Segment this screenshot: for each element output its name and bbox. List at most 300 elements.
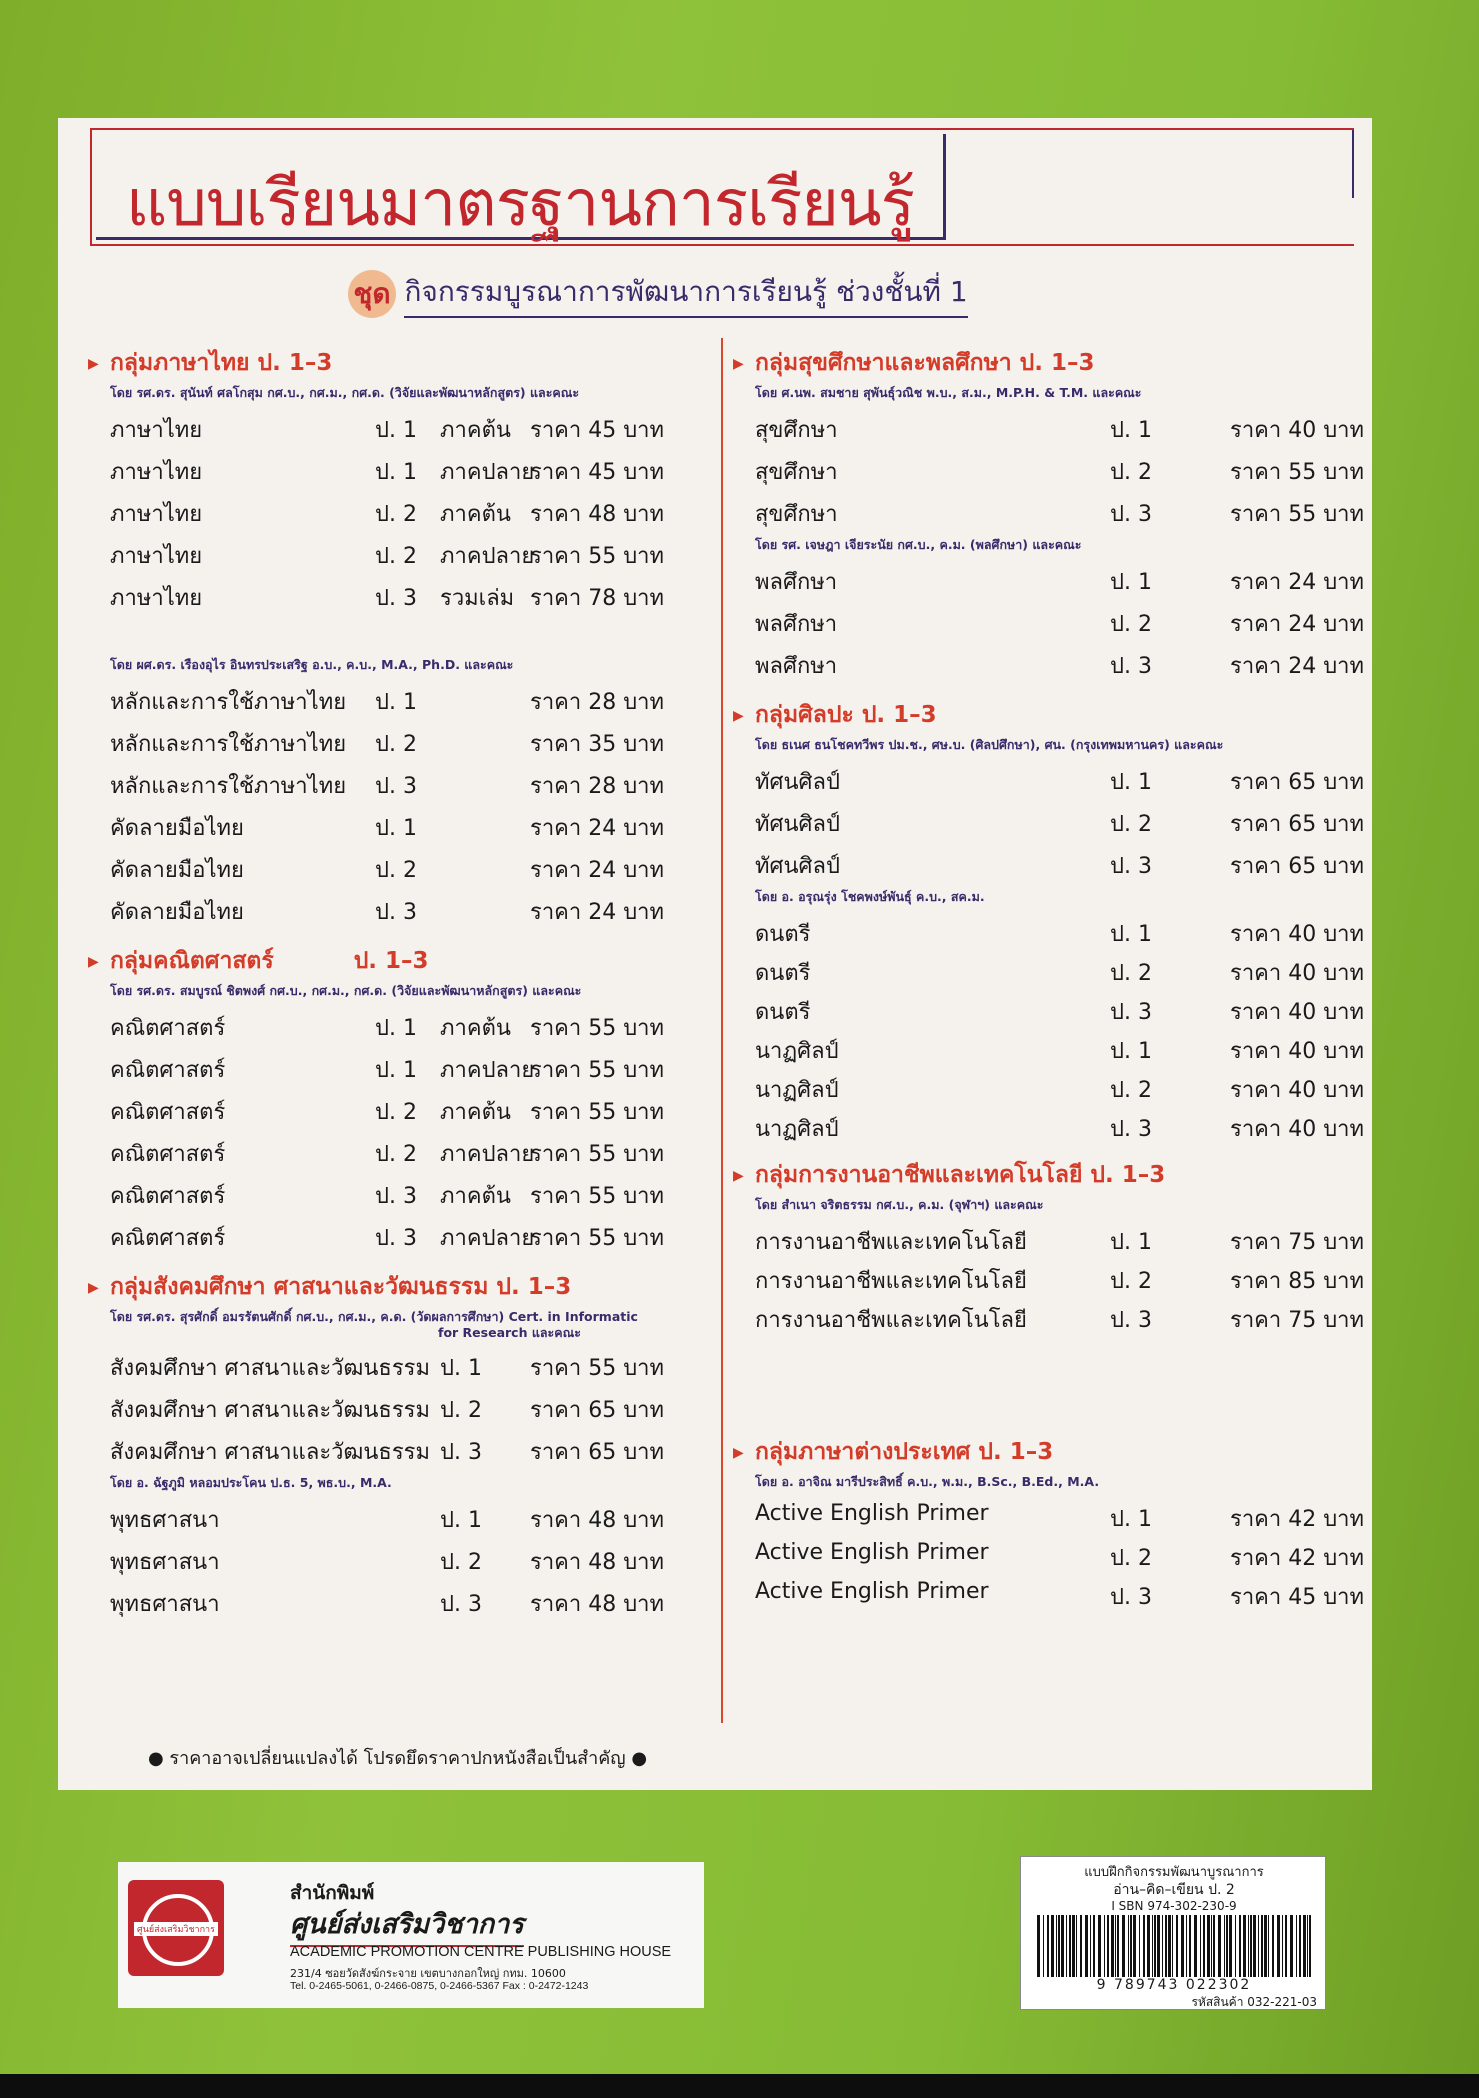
- book-price: ราคา 42 บาท: [1230, 1546, 1365, 1571]
- book-grade: ป. 3: [375, 1226, 417, 1251]
- book-price: ราคา 48 บาท: [530, 1508, 665, 1533]
- book-row: [88, 490, 708, 532]
- book-name: ดนตรี: [755, 961, 811, 986]
- book-list-thai-1: [88, 406, 708, 616]
- book-grade: ป. 2: [375, 1100, 417, 1125]
- group-heading-text: กลุ่มคณิตศาสตร์: [110, 948, 274, 974]
- barcode-bar: [1211, 1915, 1212, 1977]
- book-row: [88, 1046, 708, 1088]
- book-grade: ป. 2: [1110, 1269, 1152, 1294]
- author-line: โดย ผศ.ดร. เรืองอุไร อินทรประเสริฐ อ.บ., ค.บ., M.A., Ph.D. และคณะ: [110, 657, 514, 672]
- book-term: ภาคปลาย: [440, 1226, 535, 1251]
- book-grade: ป. 3: [1110, 1000, 1152, 1025]
- barcode-bar: [1194, 1915, 1197, 1977]
- barcode-bar: [1203, 1915, 1205, 1977]
- author-line: โดย อ. ฉัฐภูมิ หลอมประโคน ป.ธ. 5, พธ.บ., M.A.: [110, 1475, 392, 1490]
- spacer: [88, 930, 708, 944]
- book-row: [88, 1496, 708, 1538]
- book-row: [88, 406, 708, 448]
- book-name: ทัศนศิลป์: [755, 854, 840, 879]
- book-grade: ป. 1: [1110, 1039, 1152, 1064]
- book-name: สังคมศึกษา ศาสนาและวัฒนธรรม: [110, 1398, 430, 1423]
- barcode-bar: [1069, 1915, 1071, 1977]
- book-price: ราคา 55 บาท: [530, 1100, 665, 1125]
- book-name: คัดลายมือไทย: [110, 858, 244, 883]
- book-price: ราคา 55 บาท: [530, 1142, 665, 1167]
- barcode-bar: [1181, 1915, 1184, 1977]
- group-heading-text: กลุ่มศิลปะ ป. 1–3: [755, 702, 937, 728]
- barcode-bar: [1272, 1915, 1274, 1977]
- book-price: ราคา 75 บาท: [1230, 1308, 1365, 1333]
- book-row: [733, 558, 1365, 600]
- book-price: ราคา 40 บาท: [1230, 961, 1365, 986]
- book-grade: ป. 1: [375, 1058, 417, 1083]
- book-row: [88, 1172, 708, 1214]
- book-price: ราคา 24 บาท: [530, 900, 665, 925]
- barcode-bar: [1248, 1915, 1249, 1977]
- group-heading-math: [88, 944, 708, 978]
- group-heading-grades: ป. 1–3: [353, 948, 429, 974]
- barcode-bar: [1235, 1915, 1236, 1977]
- book-name: หลักและการใช้ภาษาไทย: [110, 732, 347, 757]
- book-name: ภาษาไทย: [110, 460, 203, 485]
- book-row: [733, 1296, 1365, 1335]
- book-row: [88, 1386, 708, 1428]
- author-line: โดย อ. อาจิณ มารีประสิทธิ์ ค.บ., พ.ม., B.Sc., B.Ed., M.A.: [755, 1474, 1100, 1489]
- book-name: หลักและการใช้ภาษาไทย: [110, 690, 347, 715]
- barcode-bar: [1139, 1915, 1140, 1977]
- book-price: ราคา 24 บาท: [530, 858, 665, 883]
- spacer: [733, 1144, 1353, 1158]
- book-row: [733, 800, 1365, 842]
- author-line: โดย ศ.นพ. สมชาย สุพันธุ์วณิช พ.บ., ส.ม., M.P.H. & T.M. และคณะ: [755, 385, 1142, 400]
- left-column: [88, 346, 708, 1622]
- book-name: สังคมศึกษา ศาสนาและวัฒนธรรม: [110, 1356, 430, 1381]
- book-price: ราคา 85 บาท: [1230, 1269, 1365, 1294]
- barcode-bar: [1080, 1915, 1082, 1977]
- catalog-panel: [58, 118, 1372, 1790]
- group-heading-text: กลุ่มภาษาต่างประเทศ ป. 1–3: [755, 1439, 1054, 1465]
- barcode-bar: [1309, 1915, 1311, 1977]
- book-row: [88, 1214, 708, 1256]
- book-grade: ป. 2: [375, 502, 417, 527]
- book-row: [88, 448, 708, 490]
- barcode-bar: [1307, 1915, 1308, 1977]
- book-term: ภาคปลาย: [440, 1142, 535, 1167]
- group-heading-career: [733, 1158, 1353, 1192]
- series-title: กิจกรรมบูรณาการพัฒนาการเรียนรู้ ช่วงชั้นที่ 1: [404, 270, 967, 318]
- book-row: [88, 1088, 708, 1130]
- publisher-logo-icon: [128, 1880, 224, 1976]
- barcode-bar: [1061, 1915, 1064, 1977]
- group-heading-social: [88, 1270, 708, 1304]
- book-grade: ป. 1: [440, 1508, 482, 1533]
- book-row: [88, 1130, 708, 1172]
- triangle-bullet-icon: ▶: [733, 707, 744, 724]
- book-grade: ป. 2: [1110, 460, 1152, 485]
- book-price: ราคา 55 บาท: [530, 1226, 665, 1251]
- book-list-visual-art: [733, 758, 1365, 884]
- barcode-bar: [1076, 1915, 1077, 1977]
- book-price: ราคา 40 บาท: [1230, 1117, 1365, 1142]
- book-list-foreign: [733, 1495, 1365, 1612]
- barcode-bar: [1056, 1915, 1057, 1977]
- book-grade: ป. 1: [375, 460, 417, 485]
- book-grade: ป. 1: [375, 418, 417, 443]
- author-line: โดย สำเนา จริตธรรม กศ.บ., ค.ม. (จุฬาฯ) และคณะ: [755, 1197, 1044, 1212]
- book-grade: ป. 3: [1110, 654, 1152, 679]
- book-term: ภาคต้น: [440, 1016, 511, 1041]
- book-price: ราคา 40 บาท: [1230, 1000, 1365, 1025]
- book-name: คณิตศาสตร์: [110, 1016, 226, 1041]
- book-price: ราคา 45 บาท: [530, 460, 665, 485]
- book-term: ภาคต้น: [440, 1100, 511, 1125]
- book-row: [88, 846, 708, 888]
- book-row: [733, 758, 1365, 800]
- barcode-bar: [1224, 1915, 1225, 1977]
- book-row: [88, 1580, 708, 1622]
- barcode-bar: [1128, 1915, 1129, 1977]
- triangle-bullet-icon: ▶: [88, 355, 99, 372]
- book-grade: ป. 2: [1110, 961, 1152, 986]
- book-row: [88, 720, 708, 762]
- book-price: ราคา 24 บาท: [530, 816, 665, 841]
- barcode-bar: [1133, 1915, 1136, 1977]
- book-name: พุทธศาสนา: [110, 1508, 220, 1533]
- book-grade: ป. 2: [1110, 1546, 1152, 1571]
- book-name: คณิตศาสตร์: [110, 1058, 226, 1083]
- barcode-bar: [1264, 1915, 1267, 1977]
- book-grade: ป. 1: [375, 690, 417, 715]
- publisher-label: สำนักพิมพ์: [290, 1882, 375, 1904]
- barcode-bar: [1176, 1915, 1178, 1977]
- book-name: คณิตศาสตร์: [110, 1226, 226, 1251]
- barcode-bar: [1282, 1915, 1283, 1977]
- barcode-bar: [1152, 1915, 1153, 1977]
- book-grade: ป. 2: [440, 1550, 482, 1575]
- barcode-bar: [1047, 1915, 1049, 1977]
- barcode-bar: [1258, 1915, 1259, 1977]
- spacer: [733, 1335, 1353, 1435]
- barcode-book-title: แบบฝึกกิจกรรมพัฒนาบูรณาการ: [1084, 1865, 1264, 1880]
- book-price: ราคา 55 บาท: [1230, 502, 1365, 527]
- barcode-bar: [1090, 1915, 1091, 1977]
- barcode-bar: [1250, 1915, 1252, 1977]
- barcode-bar: [1157, 1915, 1160, 1977]
- book-row: [88, 1004, 708, 1046]
- book-grade: ป. 2: [1110, 1078, 1152, 1103]
- book-price: ราคา 75 บาท: [1230, 1230, 1365, 1255]
- triangle-bullet-icon: ▶: [733, 1444, 744, 1461]
- book-row: [733, 1534, 1365, 1573]
- book-grade: ป. 3: [1110, 854, 1152, 879]
- barcode-bar: [1172, 1915, 1173, 1977]
- book-grade: ป. 3: [1110, 1308, 1152, 1333]
- title-frame: [90, 128, 1354, 246]
- group-heading-thai: [88, 346, 708, 380]
- book-row: [733, 1066, 1365, 1105]
- book-grade: ป. 2: [440, 1398, 482, 1423]
- barcode-bar: [1130, 1915, 1132, 1977]
- book-name: ทัศนศิลป์: [755, 812, 840, 837]
- column-divider: [721, 338, 723, 1723]
- book-price: ราคา 55 บาท: [530, 1184, 665, 1209]
- book-price: ราคา 24 บาท: [1230, 654, 1365, 679]
- barcode-bar: [1037, 1915, 1040, 1977]
- book-price: ราคา 78 บาท: [530, 586, 665, 611]
- book-row: [733, 910, 1365, 949]
- book-grade: ป. 3: [440, 1440, 482, 1465]
- book-name: พลศึกษา: [755, 570, 838, 595]
- book-name: นาฏศิลป์: [755, 1039, 839, 1064]
- book-grade: ป. 1: [1110, 418, 1152, 443]
- book-row: [88, 574, 708, 616]
- author-line: โดย ธเนศ ธนโชคทวีพร ปม.ช., ศษ.บ. (ศิลปศึกษา), ศน. (กรุงเทพมหานคร) และคณะ: [755, 737, 1224, 752]
- barcode-bar: [1162, 1915, 1163, 1977]
- book-term: ภาคต้น: [440, 1184, 511, 1209]
- group-heading-art: [733, 698, 1353, 732]
- book-grade: ป. 3: [1110, 502, 1152, 527]
- book-term: ภาคปลาย: [440, 544, 535, 569]
- book-price: ราคา 48 บาท: [530, 502, 665, 527]
- triangle-bullet-icon: ▶: [88, 1279, 99, 1296]
- book-name: ภาษาไทย: [110, 502, 203, 527]
- book-row: [733, 842, 1365, 884]
- right-column: [733, 346, 1365, 1612]
- publisher-block: [118, 1862, 704, 2008]
- book-row: [733, 490, 1365, 532]
- book-name: Active English Primer: [755, 1501, 989, 1526]
- triangle-bullet-icon: ▶: [733, 355, 744, 372]
- barcode-icon: [1035, 1915, 1315, 1977]
- barcode-bar: [1154, 1915, 1156, 1977]
- barcode-bar: [1229, 1915, 1232, 1977]
- barcode-bar: [1200, 1915, 1201, 1977]
- book-price: ราคา 28 บาท: [530, 690, 665, 715]
- barcode-bar: [1285, 1915, 1287, 1977]
- book-row: [733, 988, 1365, 1027]
- barcode-bar: [1111, 1915, 1114, 1977]
- logo-text: ศูนย์ส่งเสริมวิชาการ: [134, 1922, 218, 1936]
- book-grade: ป. 2: [375, 732, 417, 757]
- isbn: I SBN 974-302-230-9: [1111, 1899, 1237, 1913]
- barcode-bar: [1277, 1915, 1280, 1977]
- book-name: ภาษาไทย: [110, 544, 203, 569]
- barcode-bar: [1226, 1915, 1228, 1977]
- book-name: พุทธศาสนา: [110, 1550, 220, 1575]
- barcode-label: [1020, 1856, 1326, 2010]
- publisher-english-name: ACADEMIC PROMOTION CENTRE PUBLISHING HOUSE: [290, 1944, 672, 1960]
- product-code: รหัสสินค้า 032-221-03: [1191, 1995, 1317, 2009]
- book-term: ภาคปลาย: [440, 460, 535, 485]
- book-grade: ป. 3: [375, 586, 417, 611]
- book-grade: ป. 2: [1110, 812, 1152, 837]
- book-price: ราคา 35 บาท: [530, 732, 665, 757]
- book-row: [733, 1257, 1365, 1296]
- triangle-bullet-icon: ▶: [88, 953, 99, 970]
- book-price: ราคา 40 บาท: [1230, 418, 1365, 443]
- barcode-book-subtitle: อ่าน–คิด–เขียน ป. 2: [1113, 1882, 1235, 1898]
- book-list-health: [733, 406, 1365, 532]
- title-inner-frame: [96, 134, 946, 240]
- book-price: ราคา 55 บาท: [530, 544, 665, 569]
- book-grade: ป. 1: [1110, 1230, 1152, 1255]
- book-price: ราคา 48 บาท: [530, 1592, 665, 1617]
- barcode-bar: [1189, 1915, 1191, 1977]
- group-heading-text: กลุ่มสุขศึกษาและพลศึกษา ป. 1–3: [755, 350, 1095, 376]
- group-heading-text: กลุ่มภาษาไทย ป. 1–3: [110, 350, 333, 376]
- book-name: สุขศึกษา: [755, 502, 838, 527]
- spacer: [733, 684, 1353, 698]
- barcode-bar: [1268, 1915, 1269, 1977]
- book-grade: ป. 3: [375, 900, 417, 925]
- barcode-bar: [1143, 1915, 1145, 1977]
- book-price: ราคา 45 บาท: [1230, 1585, 1365, 1610]
- book-grade: ป. 1: [375, 1016, 417, 1041]
- bottom-shadow-band: [0, 2074, 1479, 2098]
- barcode-bar: [1253, 1915, 1256, 1977]
- book-name: พุทธศาสนา: [110, 1592, 220, 1617]
- author-line: โดย รศ.ดร. สุรศักดิ์ อมรรัตนศักดิ์ กศ.บ., กศ.ม., ค.ด. (วัดผลการศึกษา) Cert. in Informatic: [110, 1309, 638, 1324]
- author-line: โดย รศ.ดร. สุนันท์ ศลโกสุม กศ.บ., กศ.ม., กศ.ด. (วิจัยและพัฒนาหลักสูตร) และคณะ: [110, 385, 580, 400]
- book-price: ราคา 24 บาท: [1230, 612, 1365, 637]
- book-term: ภาคต้น: [440, 418, 511, 443]
- barcode-bar: [1243, 1915, 1246, 1977]
- book-price: ราคา 42 บาท: [1230, 1507, 1365, 1532]
- book-name: คัดลายมือไทย: [110, 900, 244, 925]
- barcode-bar: [1085, 1915, 1088, 1977]
- book-name: พลศึกษา: [755, 654, 838, 679]
- book-row: [88, 678, 708, 720]
- book-name: Active English Primer: [755, 1579, 989, 1604]
- group-heading-text: กลุ่มสังคมศึกษา ศาสนาและวัฒนธรรม ป. 1–3: [110, 1274, 572, 1300]
- barcode-bar: [1207, 1915, 1210, 1977]
- page-title: แบบเรียนมาตรฐานการเรียนรู้: [126, 167, 914, 241]
- book-list-social-2: [88, 1496, 708, 1622]
- book-name: สุขศึกษา: [755, 460, 838, 485]
- book-name: ทัศนศิลป์: [755, 770, 840, 795]
- book-name: นาฏศิลป์: [755, 1078, 839, 1103]
- barcode-bar: [1218, 1915, 1221, 1977]
- barcode-bar: [1147, 1915, 1150, 1977]
- book-grade: ป. 3: [1110, 1585, 1152, 1610]
- book-name: การงานอาชีพและเทคโนโลยี: [755, 1308, 1027, 1333]
- barcode-bar: [1299, 1915, 1301, 1977]
- book-row: [733, 1218, 1365, 1257]
- book-grade: ป. 1: [1110, 1507, 1152, 1532]
- publisher-address: 231/4 ซอยวัดสังฆ์กระจาย เขตบางกอกใหญ่ กทม. 10600: [290, 1967, 566, 1980]
- book-row: [88, 762, 708, 804]
- book-name: นาฏศิลป์: [755, 1117, 839, 1142]
- book-grade: ป. 1: [440, 1356, 482, 1381]
- book-price: ราคา 55 บาท: [530, 1356, 665, 1381]
- book-grade: ป. 1: [375, 816, 417, 841]
- book-row: [733, 1573, 1365, 1612]
- author-line-cont: for Research และคณะ: [438, 1325, 581, 1340]
- barcode-bar: [1261, 1915, 1263, 1977]
- book-row: [88, 888, 708, 930]
- book-name: Active English Primer: [755, 1540, 989, 1565]
- book-price: ราคา 55 บาท: [530, 1016, 665, 1041]
- barcode-bar: [1239, 1915, 1241, 1977]
- book-grade: ป. 3: [440, 1592, 482, 1617]
- book-name: การงานอาชีพและเทคโนโลยี: [755, 1230, 1027, 1255]
- barcode-bar: [1115, 1915, 1116, 1977]
- book-grade: ป. 2: [1110, 612, 1152, 637]
- book-name: คัดลายมือไทย: [110, 816, 244, 841]
- book-name: หลักและการใช้ภาษาไทย: [110, 774, 347, 799]
- book-grade: ป. 1: [1110, 770, 1152, 795]
- book-grade: ป. 2: [375, 1142, 417, 1167]
- book-name: คณิตศาสตร์: [110, 1184, 226, 1209]
- book-price: ราคา 40 บาท: [1230, 1078, 1365, 1103]
- book-list-pe: [733, 558, 1365, 684]
- book-price: ราคา 65 บาท: [1230, 812, 1365, 837]
- book-name: คณิตศาสตร์: [110, 1100, 226, 1125]
- book-price: ราคา 45 บาท: [530, 418, 665, 443]
- book-name: ดนตรี: [755, 922, 811, 947]
- publisher-name: ศูนย์ส่งเสริมวิชาการ: [290, 1902, 524, 1947]
- publisher-phone: Tel. 0-2465-5061, 0-2466-0875, 0-2466-5367 Fax : 0-2472-1243: [290, 1980, 589, 1992]
- barcode-bar: [1213, 1915, 1215, 1977]
- book-name: ภาษาไทย: [110, 418, 203, 443]
- book-price: ราคา 40 บาท: [1230, 1039, 1365, 1064]
- book-row: [733, 642, 1365, 684]
- barcode-bar: [1043, 1915, 1044, 1977]
- book-price: ราคา 65 บาท: [1230, 854, 1365, 879]
- book-price: ราคา 65 บาท: [530, 1440, 665, 1465]
- book-list-thai-2: [88, 678, 708, 930]
- book-row: [733, 1027, 1365, 1066]
- book-list-music-dance: [733, 910, 1365, 1144]
- book-name: สุขศึกษา: [755, 418, 838, 443]
- group-heading-foreign: [733, 1435, 1353, 1469]
- book-grade: ป. 1: [1110, 570, 1152, 595]
- book-row: [733, 949, 1365, 988]
- book-row: [88, 1344, 708, 1386]
- book-grade: ป. 3: [375, 774, 417, 799]
- book-row: [88, 804, 708, 846]
- book-list-career: [733, 1218, 1365, 1335]
- barcode-bar: [1290, 1915, 1293, 1977]
- barcode-bar: [1051, 1915, 1054, 1977]
- book-row: [733, 406, 1365, 448]
- book-grade: ป. 3: [1110, 1117, 1152, 1142]
- barcode-bar: [1168, 1915, 1171, 1977]
- book-row: [88, 532, 708, 574]
- book-term: ภาคต้น: [440, 502, 511, 527]
- book-name: คณิตศาสตร์: [110, 1142, 226, 1167]
- barcode-number: 9 789743 022302: [1096, 1977, 1252, 1993]
- book-row: [733, 1105, 1365, 1144]
- book-list-social-1: [88, 1344, 708, 1470]
- book-price: ราคา 40 บาท: [1230, 922, 1365, 947]
- barcode-bar: [1104, 1915, 1105, 1977]
- book-row: [733, 448, 1365, 490]
- book-price: ราคา 28 บาท: [530, 774, 665, 799]
- triangle-bullet-icon: ▶: [733, 1167, 744, 1184]
- book-price: ราคา 65 บาท: [1230, 770, 1365, 795]
- book-name: การงานอาชีพและเทคโนโลยี: [755, 1269, 1027, 1294]
- group-heading-health: [733, 346, 1353, 380]
- book-price: ราคา 55 บาท: [1230, 460, 1365, 485]
- book-term: รวมเล่ม: [440, 586, 515, 611]
- book-name: ภาษาไทย: [110, 586, 203, 611]
- book-price: ราคา 55 บาท: [530, 1058, 665, 1083]
- barcode-bar: [1165, 1915, 1167, 1977]
- barcode-bar: [1093, 1915, 1095, 1977]
- group-heading-text: กลุ่มการงานอาชีพและเทคโนโลยี ป. 1–3: [755, 1162, 1166, 1188]
